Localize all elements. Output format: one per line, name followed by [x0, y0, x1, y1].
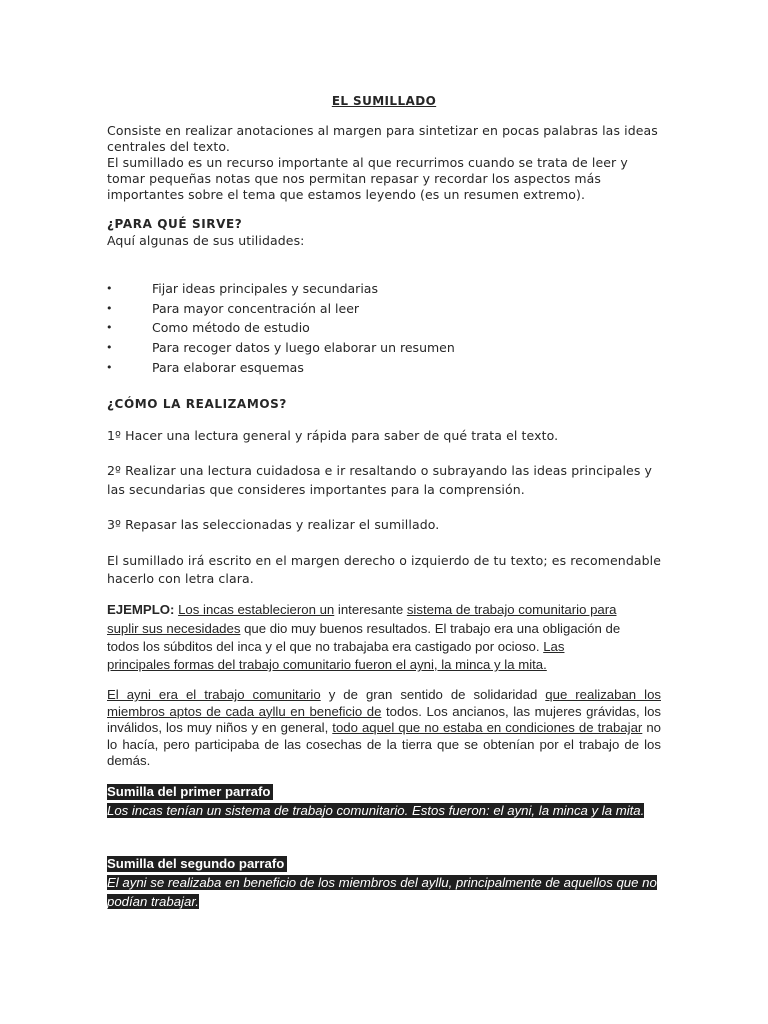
section-heading-como-la-realizamos: ¿CÓMO LA REALIZAMOS?: [107, 397, 287, 411]
underlined-text: suplir sus necesidades: [107, 621, 241, 636]
example-line-3: [107, 639, 564, 656]
summary-1-title: [107, 784, 273, 799]
intro-line-2: centrales del texto.: [107, 139, 230, 154]
example-label: EJEMPLO:: [107, 602, 175, 617]
list-item: Como método de estudio: [152, 320, 310, 335]
bullet-icon: •: [106, 321, 113, 334]
section-heading-para-que-sirve: ¿PARA QUÉ SIRVE?: [107, 217, 243, 231]
intro-line-4: tomar pequeñas notas que nos permitan repasar y recordar los aspectos más: [107, 171, 602, 186]
bullet-icon: •: [106, 282, 113, 295]
step-1: 1º Hacer una lectura general y rápida para saber de qué trata el texto.: [107, 428, 559, 443]
underlined-text: Los incas establecieron un: [178, 602, 335, 617]
summary-1-body: [107, 801, 661, 820]
step-2-line-2: las secundarias que consideres importantes para la comprensión.: [107, 482, 525, 497]
summary-1-title-text: Sumilla del primer parrafo: [107, 784, 273, 800]
bullet-icon: •: [106, 361, 113, 374]
summary-1-body-text: Los incas tenían un sistema de trabajo comunitario. Estos fueron: el ayni, la minca y la mita.: [107, 803, 645, 818]
summary-2-title-text: Sumilla del segundo parrafo: [107, 856, 287, 872]
example-line-3-text: todos los súbditos del inca y el que no trabajaba era castigado por ocioso.: [107, 639, 544, 654]
list-item: Para elaborar esquemas: [152, 360, 304, 375]
list-item: Para recoger datos y luego elaborar un resumen: [152, 340, 455, 355]
step-2-line-1: 2º Realizar una lectura cuidadosa e ir resaltando o subrayando las ideas principales y: [107, 463, 653, 478]
example-line-4: [107, 657, 547, 674]
example-line-3-underlined: Las: [543, 639, 565, 654]
text-run: que dio muy buenos resultados. El trabajo era una obligación de: [240, 621, 621, 636]
note-line-1: El sumillado irá escrito en el margen derecho o izquierdo de tu texto; es recomendable: [107, 553, 662, 568]
text-run: todos. Los ancianos, las mujeres grávidas, los inválidos, los muy niños y en general,: [107, 703, 662, 735]
example-line-1-runs: [174, 602, 616, 617]
example-line-2: [107, 621, 620, 638]
underlined-text: todo aquel que no estaba en condiciones de trabajar: [332, 720, 643, 735]
example-line-1: [107, 602, 616, 619]
step-3: 3º Repasar las seleccionadas y realizar el sumillado.: [107, 517, 440, 532]
summary-2-body: [107, 873, 661, 911]
intro-line-3: El sumillado es un recurso importante al que recurrimos cuando se trata de leer y: [107, 155, 628, 170]
text-run: y de gran sentido de solidaridad: [320, 687, 546, 702]
summary-2-title: [107, 856, 287, 871]
list-item: Fijar ideas principales y secundarias: [152, 281, 378, 296]
list-item: Para mayor concentración al leer: [152, 301, 360, 316]
page-title: EL SUMILLADO: [331, 94, 437, 108]
underlined-text: que realizaban los miembros aptos de cada ayllu en beneficio de: [107, 687, 661, 719]
text-run: no lo hacía, pero participaba de las cosechas de la tierra que se obtenían por el trabajo de los demás.: [107, 720, 661, 768]
intro-line-1: Consiste en realizar anotaciones al margen para sintetizar en pocas palabras las ideas: [107, 123, 658, 138]
bullet-icon: •: [106, 341, 113, 354]
note-line-2: hacerlo con letra clara.: [107, 571, 254, 586]
example-line-4-underlined: principales formas del trabajo comunitario fueron el ayni, la minca y la mita.: [107, 657, 547, 672]
intro-line-5: importantes sobre el tema que estamos leyendo (es un resumen extremo).: [107, 187, 586, 202]
summary-2-body-text: El ayni se realizaba en beneficio de los miembros del ayllu, principalmente de aquellos que no podían trabajar.: [107, 875, 657, 909]
underlined-text: sistema de trabajo comunitario para: [406, 602, 617, 617]
section-lead: Aquí algunas de sus utilidades:: [107, 233, 305, 248]
example-paragraph-2: [107, 687, 661, 770]
underlined-text: El ayni era el trabajo comunitario: [107, 687, 321, 702]
bullet-icon: •: [106, 302, 113, 315]
text-run: interesante: [334, 602, 407, 617]
